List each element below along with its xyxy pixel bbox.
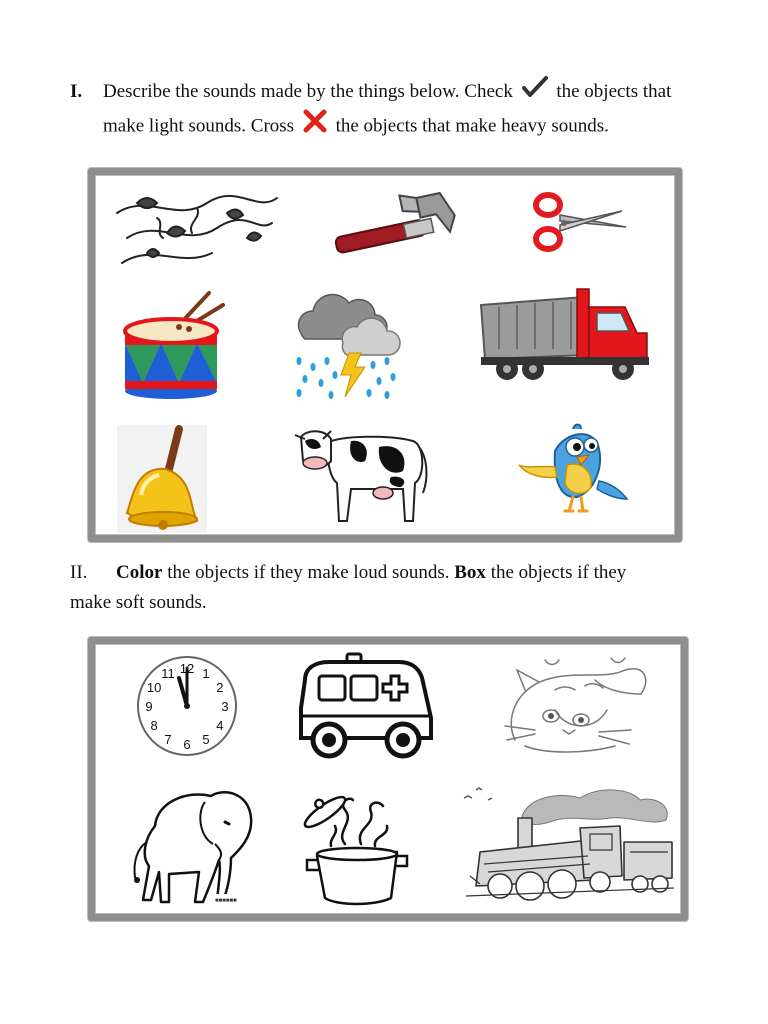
- section-2-text-1: the objects if they make loud sounds.: [162, 562, 455, 583]
- bell-picture: [117, 425, 207, 533]
- section-1-line-1-text-b: the objects that: [556, 81, 672, 102]
- section-2-text-2: the objects if they: [485, 562, 627, 583]
- svg-text:■■■■■■: ■■■■■■: [215, 898, 237, 904]
- check-mark-icon: [522, 76, 548, 110]
- clock-numeral: 9: [145, 699, 153, 714]
- hammer-picture: [325, 183, 465, 263]
- section-1-line-1-text-a: Describe the sounds made by the things below. Check: [103, 81, 513, 102]
- section-2-bold-box: Box: [454, 562, 486, 583]
- section-2-line-1: [70, 556, 720, 590]
- scissors-picture: [530, 187, 630, 257]
- section-1-line-1: [103, 75, 671, 110]
- bird-picture: [515, 421, 630, 519]
- clock-numeral: 1: [202, 666, 210, 682]
- dump-truck-picture: [477, 287, 652, 387]
- section-2-number: II.: [70, 562, 88, 583]
- kitten-picture: [495, 650, 655, 760]
- section-1-line-2: [103, 109, 609, 145]
- clock-numeral: 4: [216, 718, 224, 733]
- clock-numeral: 2: [216, 680, 224, 695]
- section-2-instructions: [70, 556, 720, 620]
- elephant-picture: [127, 782, 267, 908]
- cross-mark-icon: [303, 109, 327, 145]
- boiling-pot-picture: [295, 782, 415, 908]
- clock-numeral: 10: [146, 680, 162, 695]
- clock-picture: [135, 654, 239, 758]
- clock-numeral: 12: [179, 661, 195, 676]
- clock-numeral: 3: [221, 699, 229, 714]
- clock-numeral: 5: [202, 731, 210, 747]
- section-1-number: I.: [70, 81, 83, 102]
- picture-frame-2: [88, 637, 688, 921]
- section-2-bold-color: Color: [116, 562, 163, 583]
- clock-numeral: 11: [161, 666, 175, 682]
- clock-numeral: 8: [150, 718, 158, 733]
- steam-train-picture: [460, 776, 675, 908]
- section-1-line-2-text-b: the objects that make heavy sounds.: [335, 115, 609, 137]
- picture-frame-1: [88, 168, 682, 542]
- drum-picture: [117, 287, 227, 399]
- clock-numeral: 7: [164, 731, 172, 747]
- ambulance-picture: [295, 652, 440, 760]
- clock-numeral: 6: [183, 737, 191, 752]
- section-2-line-2: make soft sounds.: [70, 592, 207, 613]
- rain-cloud-picture: [287, 293, 407, 405]
- cow-picture: [291, 417, 431, 529]
- section-1-line-2-text-a: make light sounds. Cross: [103, 115, 295, 137]
- wind-picture: [107, 183, 287, 278]
